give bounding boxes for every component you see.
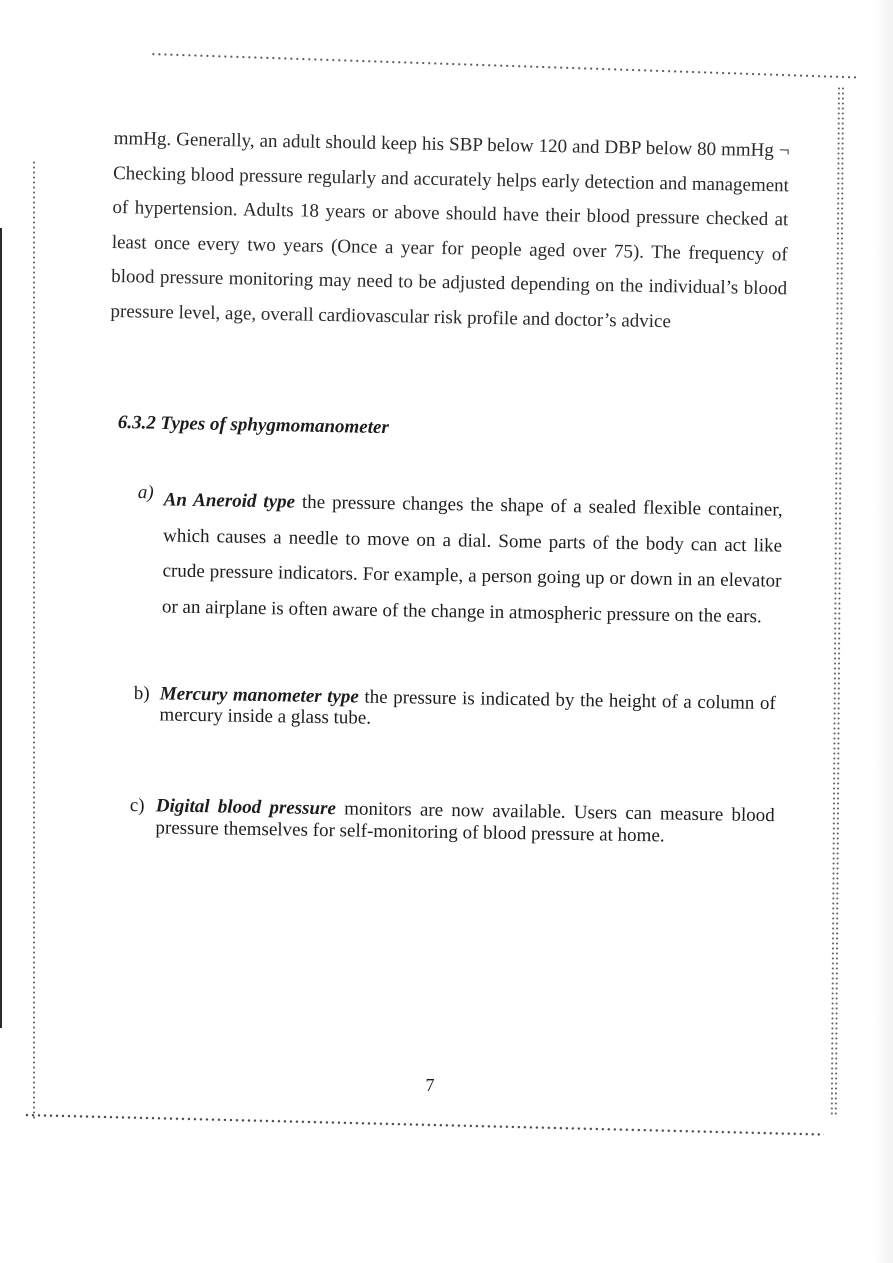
- list-marker: a): [137, 482, 154, 504]
- list-item-term: Digital blood pressure: [155, 795, 337, 820]
- scan-shadow-right: [872, 0, 893, 1263]
- list-item: [136, 482, 783, 635]
- dotted-border-left: [32, 160, 37, 1120]
- list-item-text: the pressure is indicated by the height of a column of mercury inside a glass tube.: [159, 686, 776, 729]
- scan-shadow-left: [0, 228, 2, 1028]
- list-item: [133, 683, 776, 735]
- dotted-border-bottom: [24, 1112, 824, 1138]
- list-marker: c): [129, 795, 145, 817]
- dotted-border-top: [150, 52, 859, 103]
- list-item-body: [159, 683, 776, 735]
- list-item-body: [155, 795, 775, 849]
- body-paragraph-container: [110, 122, 790, 341]
- page-number: 7: [425, 1075, 435, 1095]
- list-marker: b): [133, 683, 150, 705]
- list-item-text: monitors are now available. Users can measure blood pressure themselves for self-monitoring of blood pressure at home.: [155, 798, 775, 847]
- body-paragraph: mmHg. Generally, an adult should keep his SBP below 120 and DBP below 80 mmHg ¬ Checking blood pressure regularly and accurately helps early detection and management of hypertension. Adults 18 years or above should have their blood pressure checked at least once every two years (Once a year for people aged over 75). The frequency of blood pressure monitoring may need to be adjusted depending on the individual’s blood pressure level, age, overall cardiovascular risk profile and doctor’s advice: [110, 127, 790, 332]
- list-item-text: the pressure changes the shape of a sealed flexible container, which causes a needle to move on a dial. Some parts of the body can act like crude pressure indicators. For example, a person going up or down in an elevator or an airplane is often aware of the change in atmospheric pressure on the ears.: [161, 491, 783, 627]
- list-item: [129, 795, 775, 849]
- list-item-term: Mercury manometer type: [159, 683, 359, 708]
- section-heading: 6.3.2 Types of sphygmomanometer: [117, 412, 390, 439]
- list-item-body: [162, 482, 783, 634]
- list-item-term: An Aneroid type: [163, 489, 296, 513]
- dotted-border-right: [830, 86, 845, 1116]
